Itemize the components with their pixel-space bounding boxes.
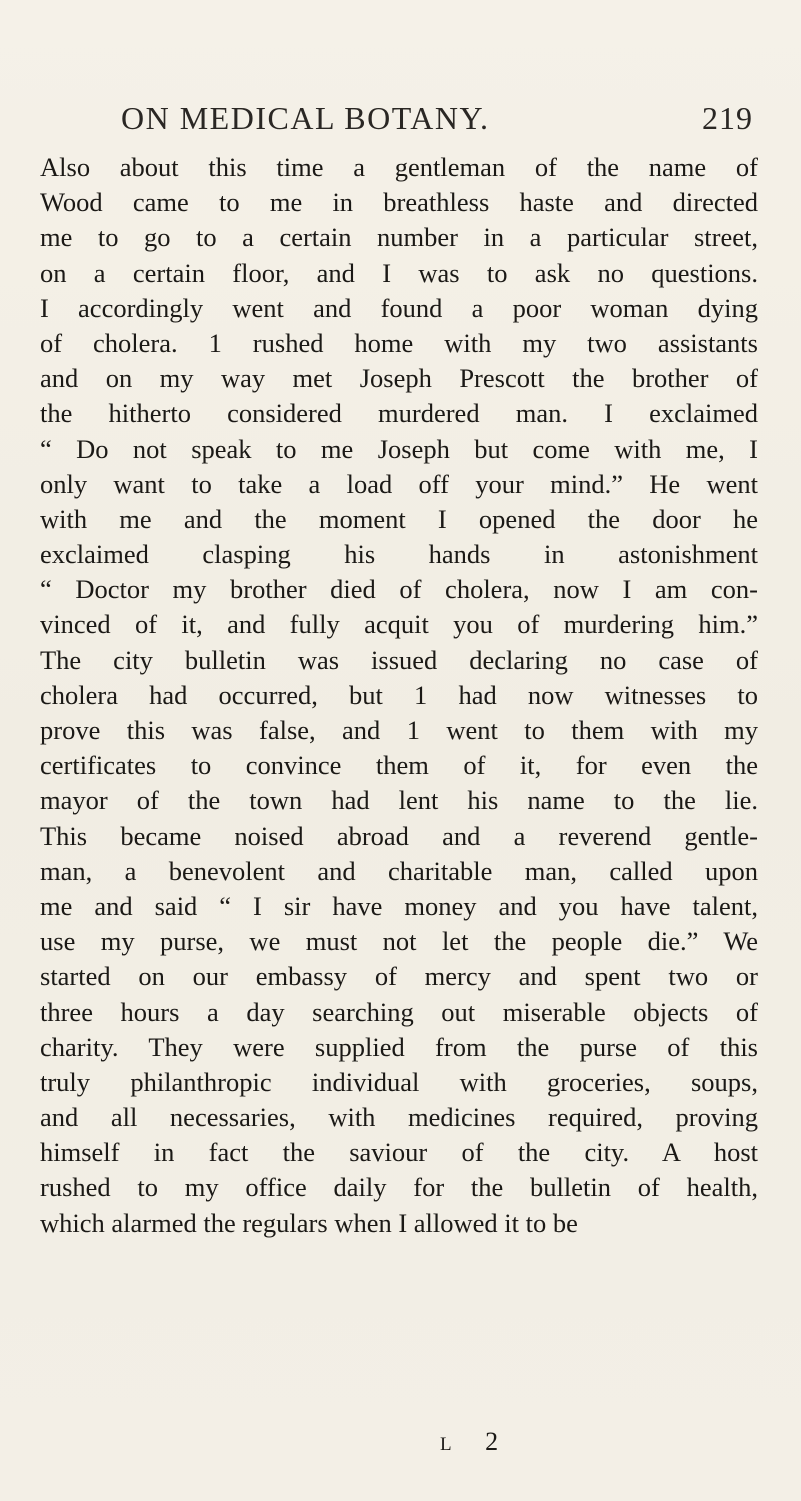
text-line: and all necessaries, with medicines required, proving (40, 1102, 758, 1133)
text-line: This became noised abroad and a reverend gentle- (40, 820, 758, 851)
text-line: started on our embassy of mercy and spent two or (40, 961, 758, 992)
text-line: of cholera. 1 rushed home with my two assistants (40, 327, 758, 358)
text-line: Also about this time a gentleman of the name of (40, 152, 758, 182)
text-line: exclaimed clasping his hands in astonishment (40, 539, 758, 570)
text-line: me and said “ I sir have money and you have talent, (40, 890, 758, 921)
text-line: and on my way met Joseph Prescott the brother of (40, 363, 758, 394)
text-line: “ Doctor my brother died of cholera, now I am con- (40, 574, 758, 605)
signature-number: 2 (485, 1427, 499, 1456)
text-line: use my purse, we must not let the people die.” We (40, 926, 758, 957)
running-head (50, 96, 758, 140)
text-line: The city bulletin was issued declaring no case of (40, 644, 758, 675)
signature-mark (440, 1424, 560, 1460)
text-line: which alarmed the regulars when I allowed it to be (40, 1207, 578, 1238)
text-line: the hitherto considered murdered man. I exclaimed (40, 398, 758, 429)
text-line: “ Do not speak to me Joseph but come with me, I (40, 433, 758, 464)
body-text (40, 150, 758, 1241)
text-line: on a certain floor, and I was to ask no questions. (40, 257, 758, 288)
text-line: only want to take a load off your mind.” He went (40, 468, 758, 499)
text-line: me to go to a certain number in a particular street, (40, 222, 758, 253)
text-line: charity. They were supplied from the purse of this (40, 1031, 758, 1062)
text-line: I accordingly went and found a poor woman dying (40, 292, 758, 323)
page-number: 219 (702, 100, 753, 136)
text-line: truly philanthropic individual with groceries, soups, (40, 1066, 758, 1097)
text-line: man, a benevolent and charitable man, called upon (40, 855, 758, 886)
text-line: with me and the moment I opened the door he (40, 503, 758, 534)
running-title: ON MEDICAL BOTANY. (121, 100, 490, 136)
signature-letter: L (440, 1434, 453, 1455)
text-line: vinced of it, and fully acquit you of murdering him.” (40, 609, 758, 640)
text-line: certificates to convince them of it, for even the (40, 750, 758, 781)
text-line: three hours a day searching out miserable objects of (40, 996, 758, 1027)
text-line: Wood came to me in breathless haste and directed (40, 187, 758, 218)
text-line: himself in fact the saviour of the city. A host (40, 1137, 758, 1168)
text-line: prove this was false, and 1 went to them with my (40, 715, 758, 745)
text-line: cholera had occurred, but 1 had now witnesses to (40, 679, 758, 710)
text-line: rushed to my office daily for the bulletin of health, (40, 1172, 758, 1203)
text-line: mayor of the town had lent his name to the lie. (40, 785, 758, 816)
